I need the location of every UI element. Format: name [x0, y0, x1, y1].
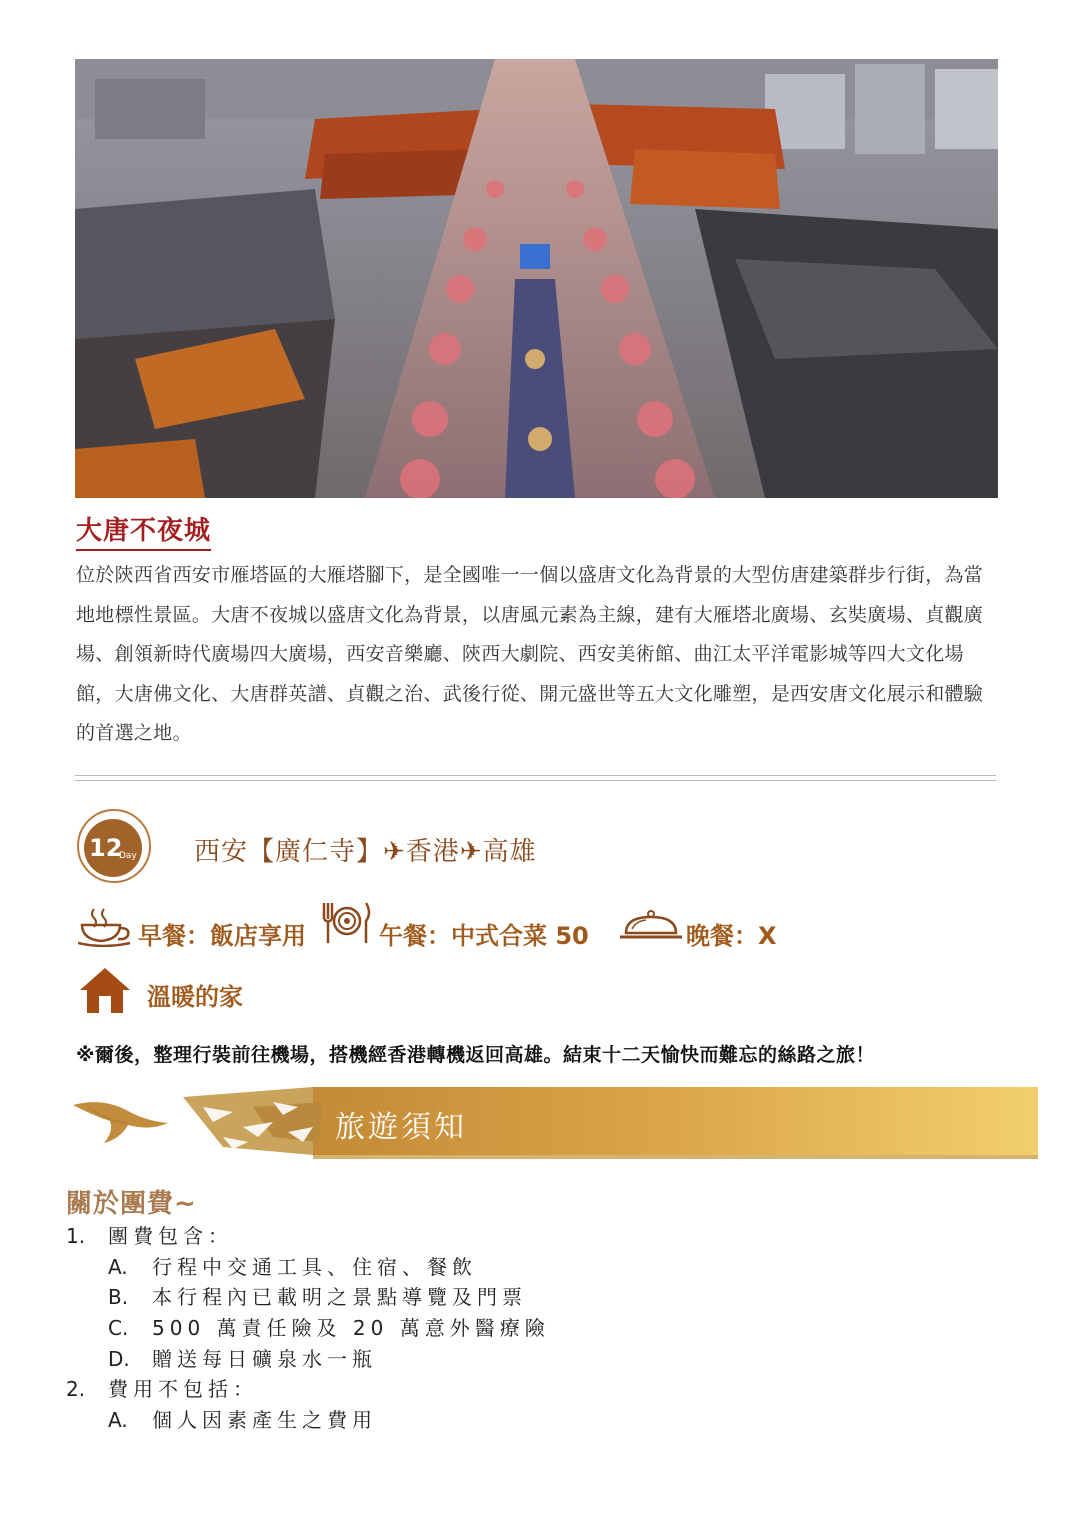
cloche-icon: [618, 909, 684, 943]
itinerary-note: ※爾後，整理行裝前往機場，搭機經香港轉機返回高雄。結束十二天愉快而難忘的絲路之旅！: [76, 1044, 875, 1066]
fee-item-number: A.: [108, 1254, 128, 1279]
fee-item: [66, 1374, 550, 1405]
fee-item-text: 贈送每日礦泉水一瓶: [152, 1346, 377, 1371]
home-icon: [78, 966, 132, 1014]
fee-item-text: 費用不包括：: [108, 1377, 258, 1402]
fee-item-text: 本行程內已載明之景點導覽及門票: [152, 1285, 527, 1310]
plate-cutlery-icon: [320, 899, 374, 945]
fee-subitem: [66, 1313, 550, 1344]
fee-item-number: C.: [108, 1316, 129, 1341]
day-number: 12: [89, 834, 123, 862]
fee-item-number: B.: [108, 1285, 129, 1310]
coffee-cup-icon: [78, 907, 132, 947]
scenic-photo: [75, 59, 998, 498]
fee-item: [66, 1221, 550, 1252]
spot-title: 大唐不夜城: [76, 510, 211, 551]
hotel-text: 溫暖的家: [147, 983, 243, 1011]
spot-description: 位於陝西省西安市雁塔區的大雁塔腳下，是全國唯一一個以盛唐文化為背景的大型仿唐建築群步行街，為當地地標性景區。大唐不夜城以盛唐文化為背景，以唐風元素為主線，建有大雁塔北廣場、玄奘廣場、貞觀廣場、創領新時代廣場四大廣場，西安音樂廳、陝西大劇院、西安美術館、曲江太平洋電影城等四大文化場館，大唐佛文化、大唐群英譜、貞觀之治、武後行從、開元盛世等五大文化雕塑，是西安唐文化展示和體驗的首選之地。: [76, 564, 984, 744]
fee-item-number: 2.: [66, 1377, 86, 1402]
day-badge: [76, 808, 152, 884]
day-unit: Day: [119, 851, 137, 861]
section-divider: [75, 775, 996, 781]
dinner-text: 晚餐：X: [686, 922, 777, 950]
fee-item-number: D.: [108, 1346, 130, 1371]
fee-subitem: [66, 1344, 550, 1375]
meals-row: [78, 897, 978, 957]
day-route: 西安【廣仁寺】✈香港✈高雄: [194, 837, 537, 867]
lunch-text: 午餐：中式合菜 50: [379, 922, 589, 950]
breakfast-text: 早餐：飯店享用: [138, 922, 306, 950]
fee-item-text: 500 萬責任險及 20 萬意外醫療險: [152, 1316, 550, 1341]
fee-item-text: 團費包含：: [108, 1224, 233, 1248]
fee-list: [66, 1221, 550, 1436]
notice-banner: [73, 1087, 1038, 1159]
fee-item-number: A.: [108, 1408, 128, 1433]
fee-subitem: [66, 1405, 550, 1436]
fee-heading: 關於團費~: [66, 1189, 197, 1219]
fee-subitem: [66, 1282, 550, 1313]
notice-banner-title: 旅遊須知: [335, 1110, 467, 1145]
fee-item-text: 個人因素產生之費用: [152, 1408, 377, 1433]
fee-item-text: 行程中交通工具、住宿、餐飲: [152, 1254, 477, 1279]
fee-item-number: 1.: [66, 1224, 86, 1248]
fee-subitem: [66, 1252, 550, 1283]
